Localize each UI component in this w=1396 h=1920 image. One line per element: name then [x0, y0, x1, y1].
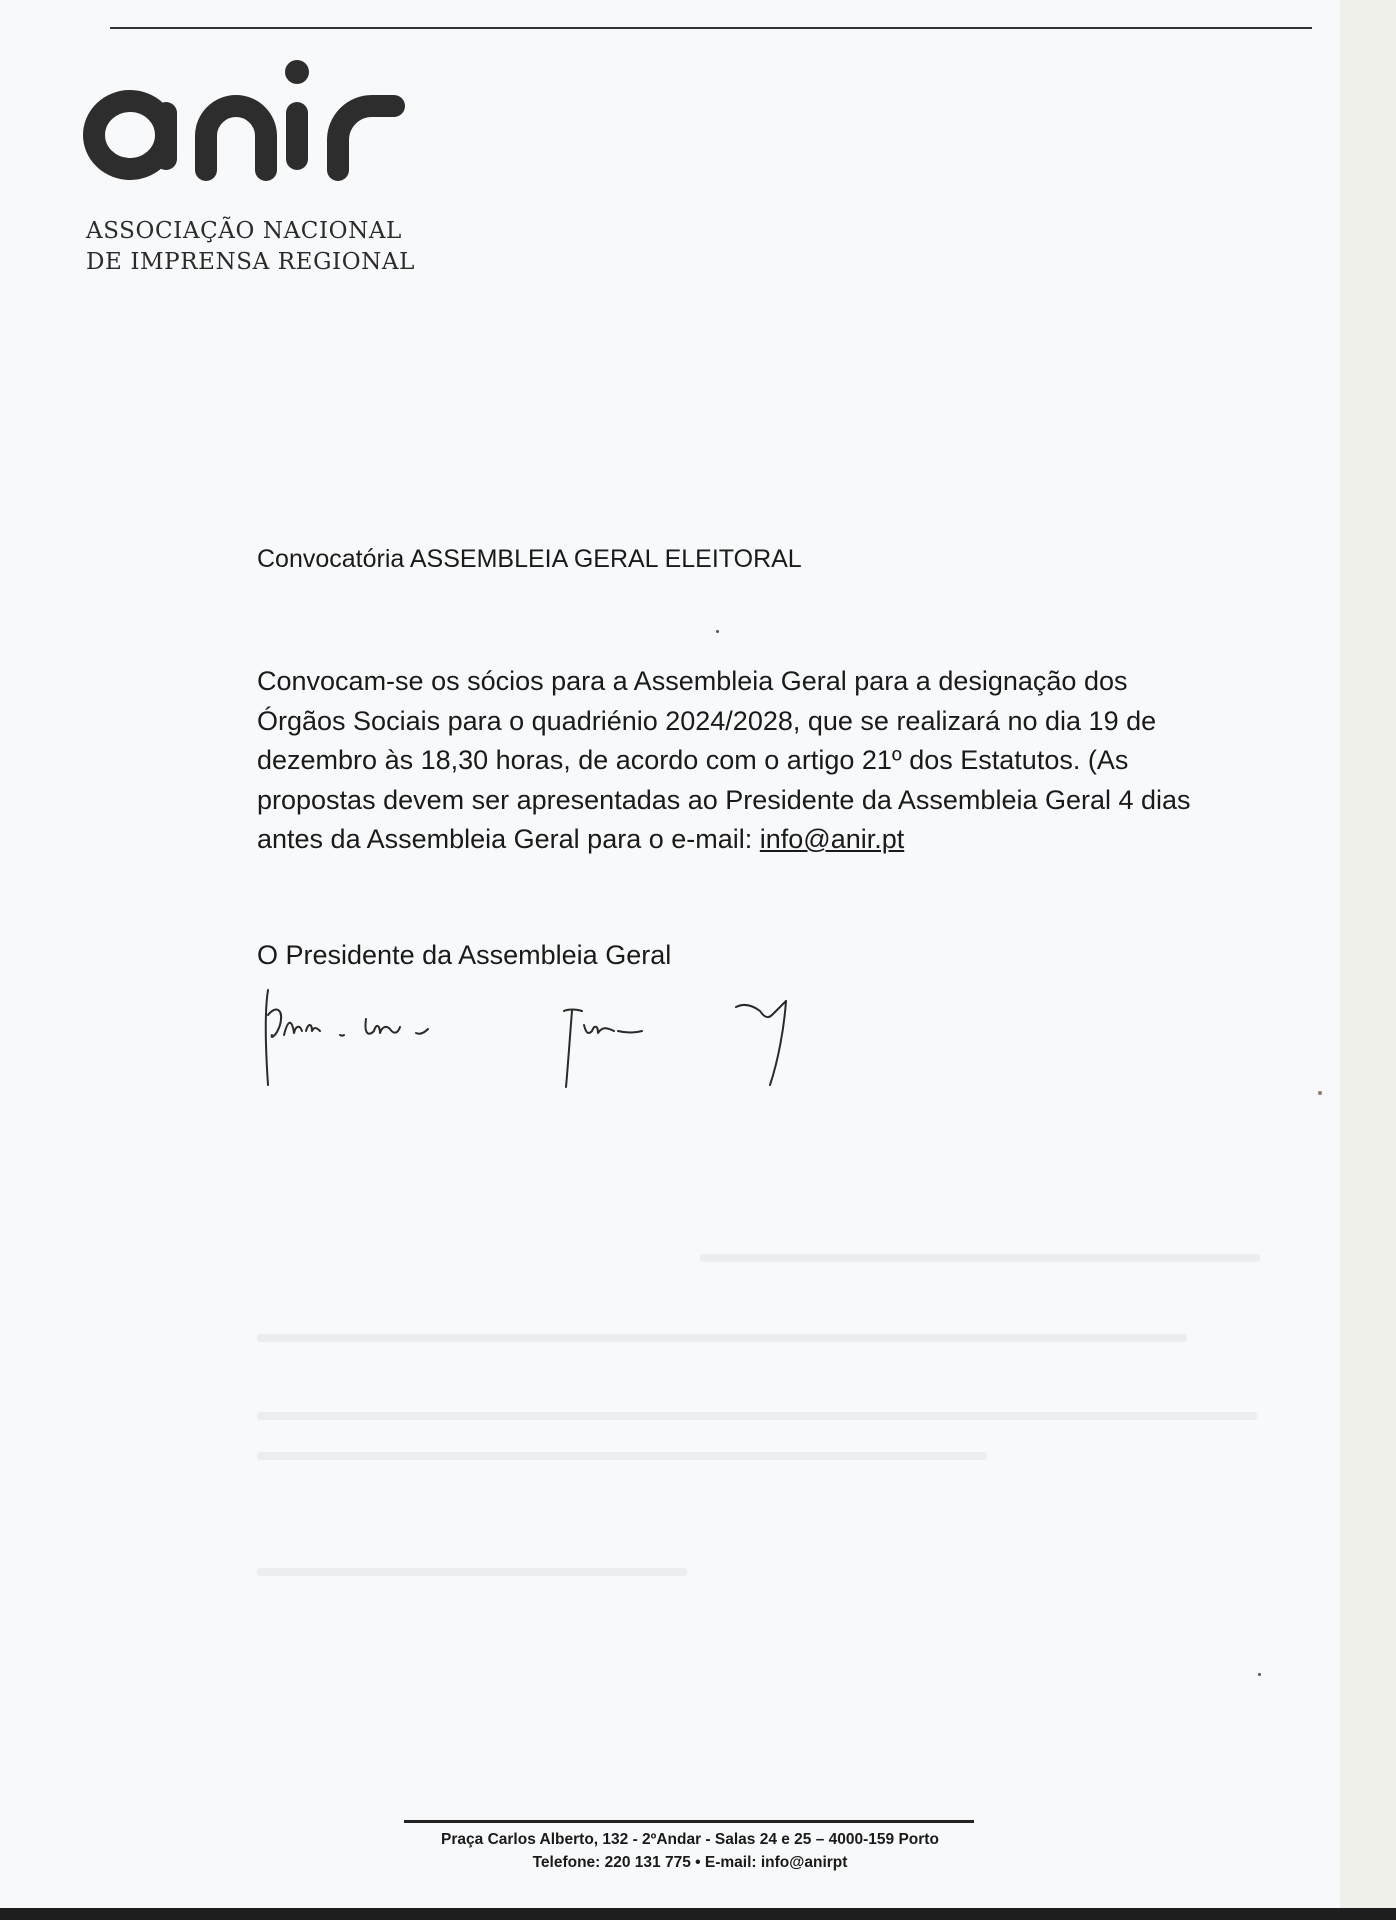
footer-address: Praça Carlos Alberto, 132 - 2ºAndar - Salas 24 e 25 – 4000-159 Porto: [441, 1831, 939, 1848]
letterhead-footer: [350, 1828, 1030, 1874]
scan-margin-bottom: [0, 1908, 1396, 1920]
anir-logo: [82, 50, 412, 190]
notice-body: [257, 662, 1217, 860]
scan-speck: [1318, 1091, 1322, 1095]
org-name-line2: DE IMPRENSA REGIONAL: [86, 249, 415, 275]
handwritten-signature: [250, 975, 850, 1095]
footer-rule: [404, 1820, 974, 1823]
notice-title: Convocatória ASSEMBLEIA GERAL ELEITORAL: [257, 545, 802, 573]
footer-contact: Telefone: 220 131 775 • E-mail: info@anirpt: [532, 1854, 848, 1871]
scan-speck: [716, 630, 719, 633]
notice-body-text: Convocam-se os sócios para a Assembleia Geral para a designação dos Órgãos Sociais para o quadriénio 2024/2028, que se realizará no dia 19 de dezembro às 18,30 horas, de acordo com o artigo 21º dos Estatutos. (As propostas devem ser apresentadas ao Presidente da Assembleia Geral 4 dias antes da Assembleia Geral para o e-mail:: [257, 666, 1191, 854]
signer-title: O Presidente da Assembleia Geral: [257, 940, 672, 970]
org-name: [86, 216, 415, 278]
org-name-line1: ASSOCIAÇÃO NACIONAL: [86, 218, 402, 244]
top-rule: [110, 27, 1312, 29]
email-link[interactable]: info@anir.pt: [759, 824, 905, 854]
scan-speck: [1258, 1673, 1261, 1676]
scan-margin-right: [1340, 0, 1396, 1908]
